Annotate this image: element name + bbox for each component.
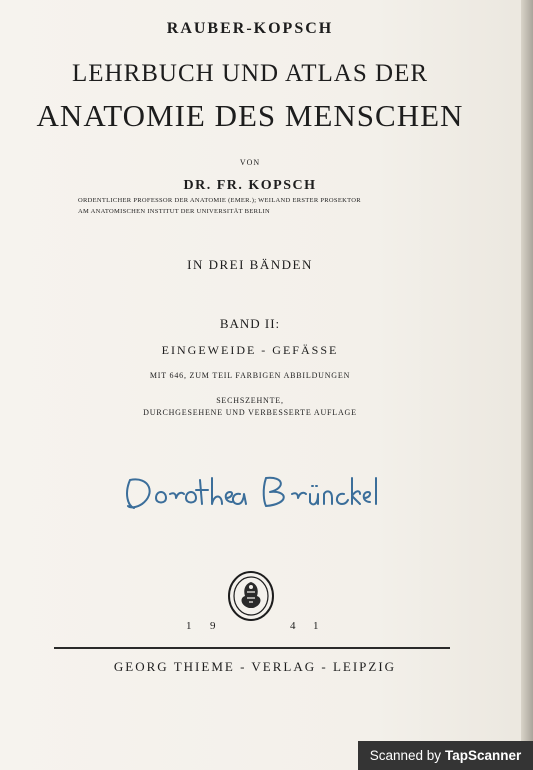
von-label: VON bbox=[239, 158, 261, 167]
scanner-badge bbox=[358, 741, 533, 770]
divider-rule bbox=[54, 647, 450, 649]
band-subtitle: EINGEWEIDE - GEFÄSSE bbox=[161, 343, 339, 357]
publisher-name: GEORG THIEME - VERLAG - LEIPZIG bbox=[113, 659, 397, 674]
band-number: BAND II: bbox=[219, 316, 281, 331]
year-digit: 9 bbox=[210, 620, 216, 632]
author-affiliation-line-2: AM ANATOMISCHEN INSTITUT DER UNIVERSITÄT BERLIN bbox=[78, 208, 270, 215]
author-affiliation-line-1: ORDENTLICHER PROFESSOR DER ANATOMIE (EMER.); WEILAND ERSTER PROSEKTOR bbox=[78, 197, 361, 204]
edition-line-1: SECHSZEHNTE, bbox=[216, 396, 284, 405]
year-digit: 4 bbox=[290, 620, 296, 632]
edition-line-2: DURCHGESEHENE UND VERBESSERTE AUFLAGE bbox=[143, 408, 357, 417]
publication-year bbox=[0, 620, 500, 636]
illustrations-note: MIT 646, ZUM TEIL FARBIGEN ABBILDUNGEN bbox=[149, 371, 351, 380]
badge-brand: TapScanner bbox=[445, 748, 522, 763]
volume-count: IN DREI BÄNDEN bbox=[187, 257, 313, 272]
year-digit: 1 bbox=[313, 620, 319, 632]
title-line-2: ANATOMIE DES MENSCHEN bbox=[36, 98, 464, 133]
publisher-emblem-icon bbox=[225, 570, 277, 622]
badge-prefix: Scanned by bbox=[369, 748, 442, 763]
year-digit: 1 bbox=[186, 620, 192, 632]
handwritten-signature bbox=[120, 470, 380, 515]
author-name: DR. FR. KOPSCH bbox=[183, 178, 317, 193]
series-name: RAUBER-KOPSCH bbox=[166, 20, 334, 37]
title-line-1: LEHRBUCH UND ATLAS DER bbox=[71, 60, 429, 87]
book-spine-edge bbox=[521, 0, 533, 770]
